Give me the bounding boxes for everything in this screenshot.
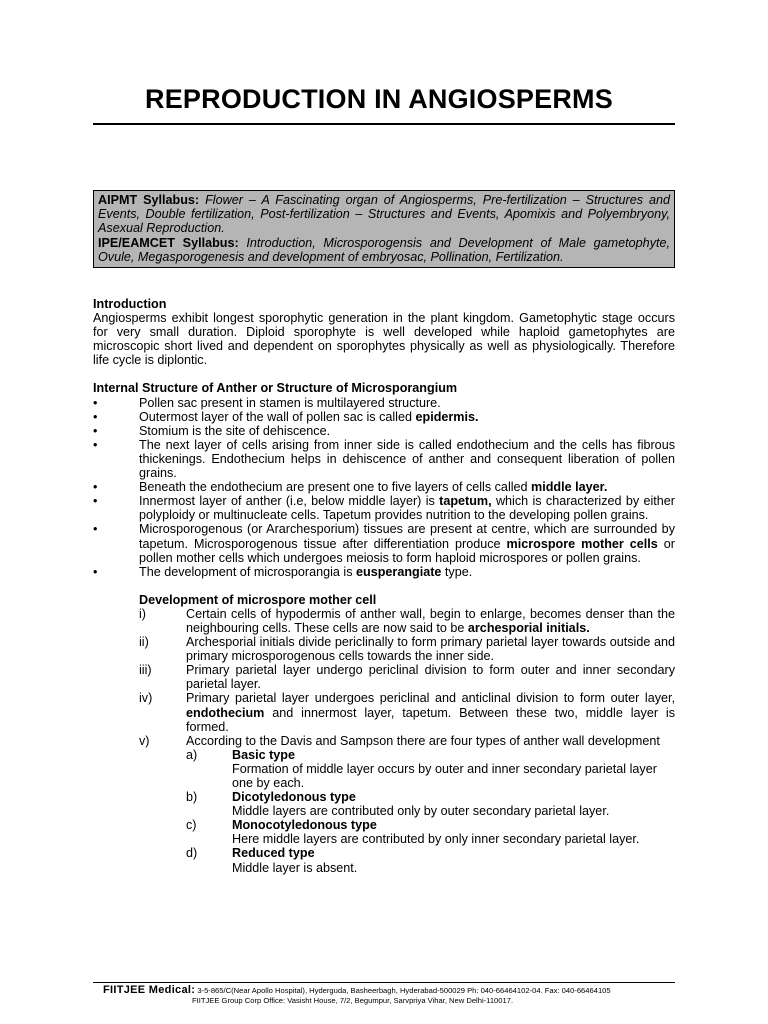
intro-heading: Introduction: [93, 297, 167, 311]
bullet-icon: •: [93, 409, 98, 424]
list-item: • Outermost layer of the wall of pollen sac is called epidermis.: [93, 409, 479, 424]
development-section: [139, 593, 675, 875]
development-heading: Development of microspore mother cell: [139, 592, 377, 607]
ipe-syllabus-text: Introduction, Microsporogensis and Development of Male gametophyte, Ovule, Megasporogenesis and development of embryosac, Pollination, Fertilization.: [98, 235, 670, 264]
numbered-item: ii) Archesporial initials divide periclinally to form primary parietal layer towards outside and primary microsporogenous cells towards the inner side.: [139, 635, 675, 664]
footer-corp-office: FIITJEE Group Corp Office: Vasisht House, 7/2, Begumpur, Sarvpriya Vihar, New Delhi-110017.: [192, 996, 514, 1005]
bullet-icon: •: [93, 494, 98, 509]
footer-address: FIITJEE Medical: 3-5-865/C(Near Apollo Hospital), Hyderguda, Basheerbagh, Hyderabad-500029 Ph: 040-66464102-04. Fax: 040-66464105: [103, 984, 611, 996]
list-item: • Innermost layer of anther (i.e, below middle layer) is tapetum, which is characterized by either polyploidy or multinucleate cells. Tapetum provides nutrition to the developing pollen grains.: [93, 494, 675, 523]
syllabus-box: [93, 190, 675, 268]
type-item: b) Dicotyledonous type Middle layers are contributed only by outer secondary parietal layer.: [186, 790, 610, 819]
type-item: c) Monocotyledonous type Here middle layers are contributed by only inner secondary parietal layer.: [186, 818, 640, 847]
bullet-icon: •: [93, 437, 98, 452]
numbered-item: i) Certain cells of hypodermis of anther wall, begin to enlarge, becomes denser than the neighbouring cells. These cells are now said to be archesporial initials.: [139, 606, 675, 635]
bullet-icon: •: [93, 564, 98, 579]
bullet-icon: •: [93, 423, 98, 438]
aipmt-syllabus-text: Flower – A Fascinating organ of Angiosperms, Pre-fertilization – Structures and Events, Double fertilization, Post-fertilization – Structures and Events, Apomixis and Polyembryony, Asexual Reproduction.: [98, 193, 671, 236]
list-item: • Pollen sac present in stamen is multilayered structure.: [93, 395, 441, 410]
bullet-icon: •: [93, 480, 98, 495]
numbered-item: iii) Primary parietal layer undergo periclinal division to form outer and inner secondary parietal layer.: [139, 663, 675, 692]
type-item: a) Basic type Formation of middle layer occurs by outer and inner secondary parietal layer one by each.: [186, 747, 657, 790]
list-item: • Stomium is the site of dehiscence.: [93, 423, 331, 438]
footer-divider: [93, 982, 675, 983]
list-item: • The development of microsporangia is eusperangiate type.: [93, 564, 473, 579]
anther-heading: Internal Structure of Anther or Structure of Microsporangium: [93, 381, 458, 396]
type-item: d) Reduced type Middle layer is absent.: [186, 846, 358, 875]
numbered-item: v) According to the Davis and Sampson there are four types of anther wall development: [139, 733, 660, 748]
document-body: [93, 297, 675, 875]
ipe-syllabus-label: IPE/EAMCET Syllabus:: [98, 235, 239, 250]
bullet-icon: •: [93, 522, 98, 537]
list-item: • Microsporogenous (or Ararchesporium) tissues are present at centre, which are surrounded by tapetum. Microsporogenous tissue after differentiation produce microspore mother cells or pollen mother cells which undergoes meiosis to form haploid microspores or pollen grains.: [93, 522, 675, 565]
footer-brand: FIITJEE Medical:: [103, 984, 196, 996]
page-title: REPRODUCTION IN ANGIOSPERMS: [145, 84, 613, 114]
anther-bullet-list: [93, 396, 675, 579]
title-underline: [93, 123, 675, 125]
aipmt-syllabus-label: AIPMT Syllabus:: [98, 193, 200, 207]
bullet-icon: •: [93, 395, 98, 410]
intro-paragraph: Angiosperms exhibit longest sporophytic generation in the plant kingdom. Gametophytic stage occurs for very small duration. Diploid sporophyte is well developed while haploid gametophytes are microscopic short lived and dependent on sporophytes physically as well as physiologically. Therefore life cycle is diplontic.: [93, 311, 675, 368]
list-item: • Beneath the endothecium are present one to five layers of cells called middle layer.: [93, 480, 608, 495]
list-item: • The next layer of cells arising from inner side is called endothecium and the cells has fibrous thickenings. Endothecium helps in dehiscence of anther and consequent liberation of pollen grains.: [93, 437, 675, 481]
numbered-item: iv) Primary parietal layer undergoes periclinal and anticlinal division to form outer layer, endothecium and innermost layer, tapetum. Between these two, middle layer is formed.: [139, 691, 675, 734]
